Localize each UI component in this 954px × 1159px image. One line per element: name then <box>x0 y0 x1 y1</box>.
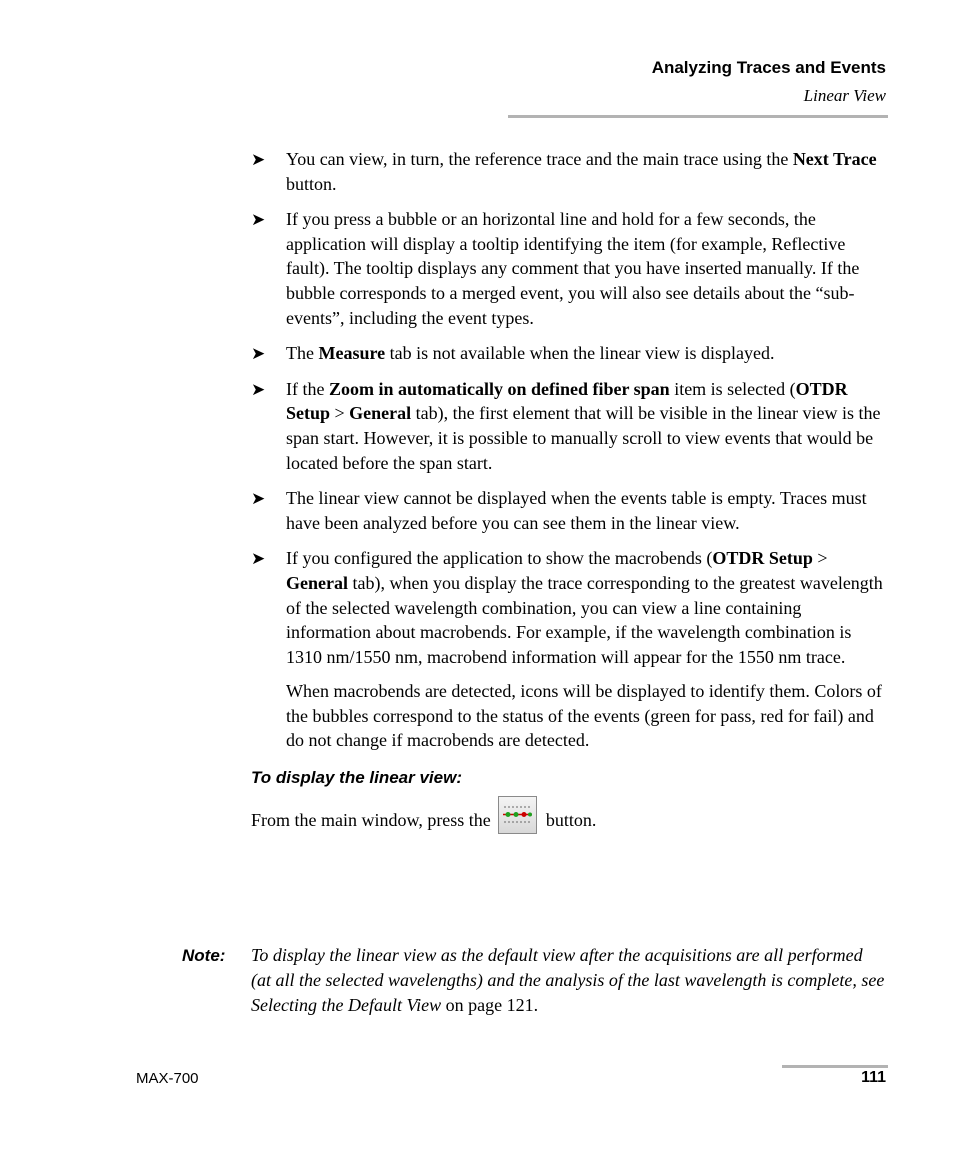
bullet-arrow-icon: ➤ <box>251 344 266 365</box>
bullet-text <box>286 209 859 327</box>
bold-term: OTDR Setup <box>286 378 848 424</box>
bullet-continuation-paragraph: When macrobends are detected, icons will be displayed to identify them. Colors of the bubbles correspond to the status of the events (green for pass, red for fail) and do not change if macrobends are detected. <box>286 681 882 751</box>
bold-term: General <box>349 403 412 424</box>
note-page-ref[interactable]: on page 121. <box>441 995 539 1015</box>
bullet-text <box>286 149 877 194</box>
page-number: 111 <box>861 1069 886 1086</box>
text-run: If you configured the application to show the macrobends ( <box>286 548 713 569</box>
bold-term: Measure <box>318 343 386 364</box>
text-run: You can view, in turn, the reference trace and the main trace using the <box>286 149 793 169</box>
procedure-text <box>251 796 887 834</box>
text-run: button. <box>286 173 337 194</box>
bullet-item <box>251 377 887 475</box>
text-run: > <box>812 548 828 569</box>
procedure-text-after: button. <box>545 810 597 831</box>
text-run: If the <box>286 378 329 399</box>
note-label: Note: <box>182 946 226 965</box>
bullet-item <box>251 546 887 669</box>
text-run: The <box>286 343 319 364</box>
bullet-item <box>251 486 887 535</box>
linear-view-icon <box>502 803 533 827</box>
bullet-arrow-icon: ➤ <box>251 489 266 510</box>
main-content <box>251 147 887 834</box>
bold-term: General <box>286 572 348 593</box>
footer-rule <box>782 1065 888 1068</box>
text-run: tab), the first element that will be visible in the linear view is the span start. However, it is possible to manually scroll to view events that would be located before the span start. <box>286 403 881 473</box>
bullet-arrow-icon: ➤ <box>251 549 266 570</box>
text-run: If you press a bubble or an horizontal line and hold for a few seconds, the application will display a tooltip identifying the item (for example, Reflective fault). The tooltip displays any comment that you have inserted manually. If the bubble corresponds to a merged event, you will also see details about the “sub-events”, including the event types. <box>286 209 860 328</box>
bold-term: Zoom in automatically on defined fiber span <box>328 378 670 399</box>
header-rule <box>508 115 888 118</box>
section-title: Linear View <box>803 86 886 105</box>
chapter-title: Analyzing Traces and Events <box>651 58 886 77</box>
bullet-text <box>286 548 883 666</box>
note-text: To display the linear view as the default view after the acquisitions are all performed (at all the selected wavelengths) and the analysis of the last wavelength is complete, see Selecting the Default View <box>251 945 885 1015</box>
text-run: The linear view cannot be displayed when the events table is empty. Traces must have been analyzed before you can see them in the linear view. <box>286 488 867 533</box>
running-header <box>652 57 886 107</box>
text-run: tab), when you display the trace corresponding to the greatest wavelength of the selected wavelength combination, you can view a line containing information about macrobends. For example, if the wavelength combination is 1310 nm/1550 nm, macrobend information will appear for the 1550 nm trace. <box>286 572 883 667</box>
bullet-item <box>251 341 887 366</box>
text-run: > <box>330 403 350 424</box>
bullet-text <box>286 343 775 363</box>
text-run: tab is not available when the linear view is displayed. <box>385 343 775 364</box>
note-body <box>251 943 887 1018</box>
bold-term: Next Trace <box>792 149 877 169</box>
procedure-title: To display the linear view: <box>251 768 462 788</box>
bullet-text <box>286 379 881 473</box>
bullet-arrow-icon: ➤ <box>251 210 266 231</box>
bullet-arrow-icon: ➤ <box>251 150 266 170</box>
bold-term: OTDR Setup <box>712 548 813 569</box>
text-run: item is selected ( <box>669 378 796 399</box>
bullet-list <box>251 147 887 753</box>
procedure-text-before: From the main window, press the <box>251 810 491 831</box>
bullet-text <box>286 488 867 533</box>
bullet-item <box>251 207 887 330</box>
bullet-arrow-icon: ➤ <box>251 379 266 400</box>
product-name: MAX-700 <box>136 1070 199 1087</box>
bullet-item <box>251 147 887 196</box>
linear-view-button[interactable] <box>498 796 537 834</box>
note <box>182 943 887 1018</box>
